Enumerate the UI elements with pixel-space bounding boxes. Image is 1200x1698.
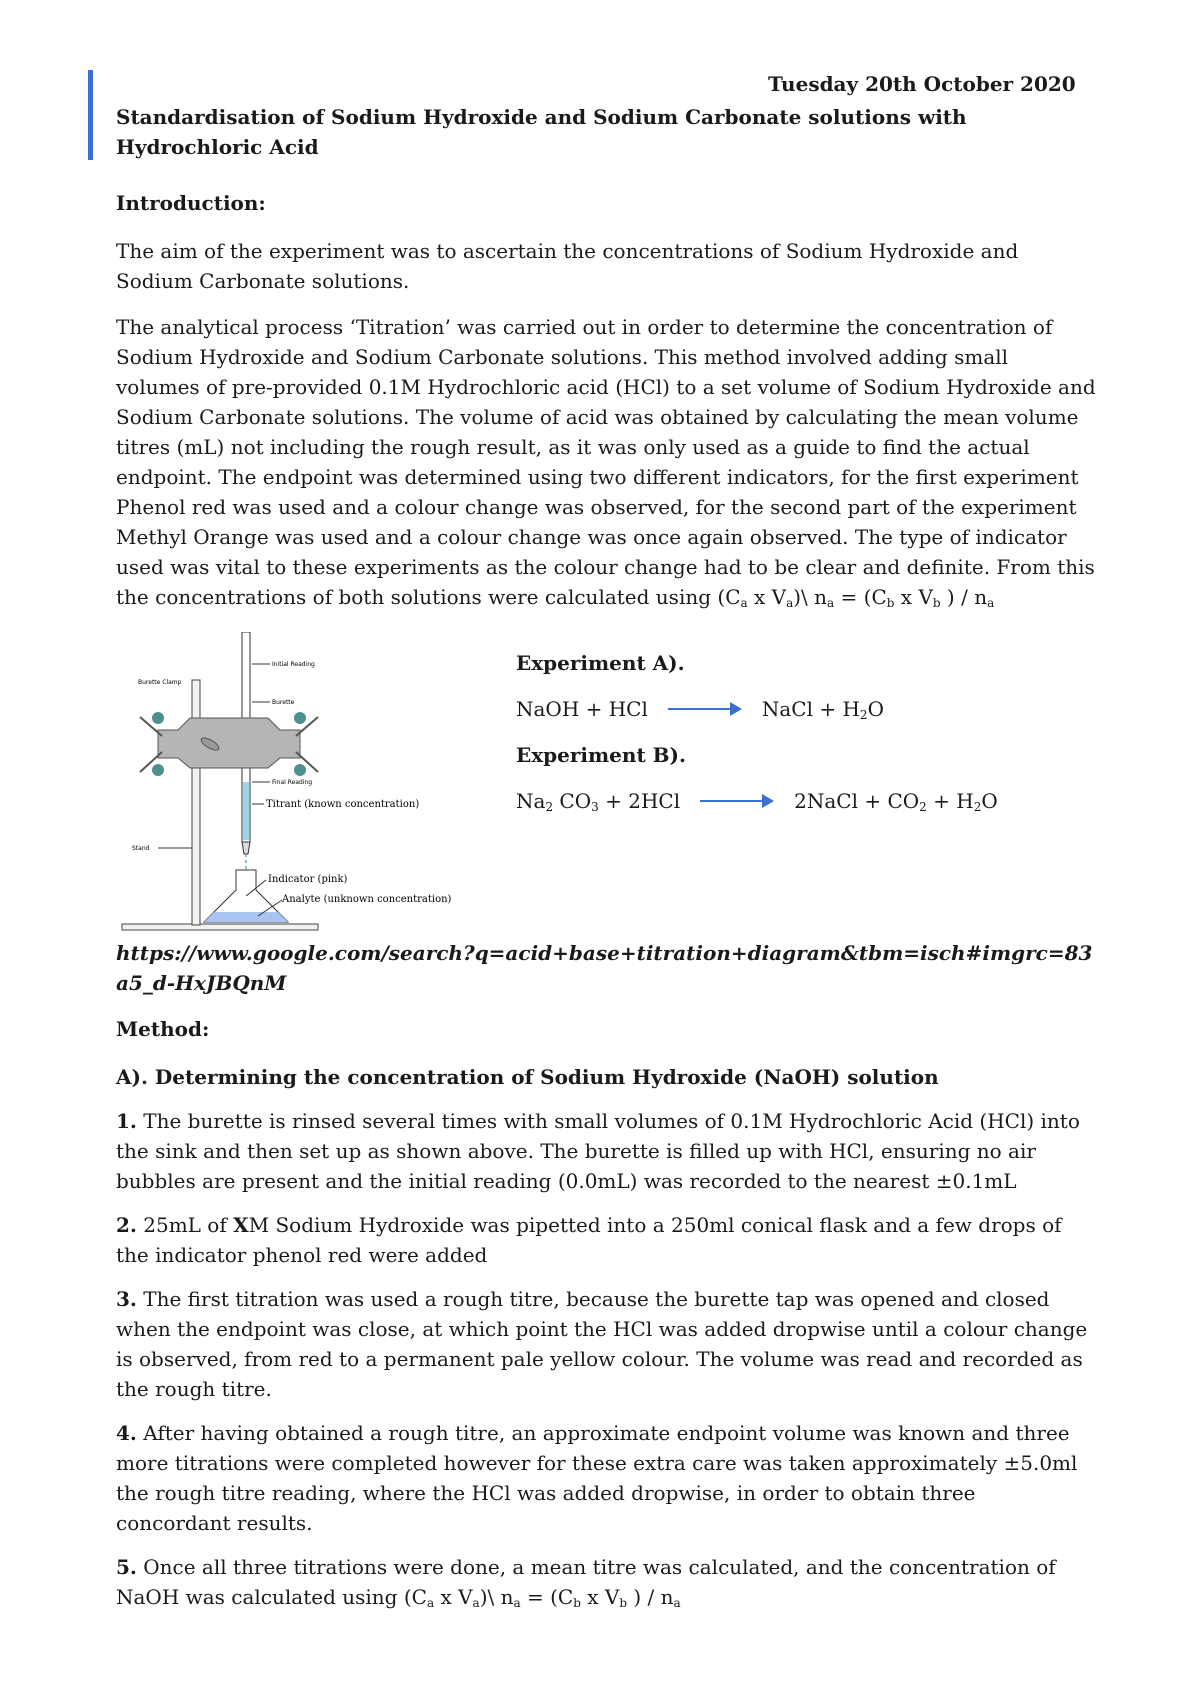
formula-part: x V [434, 1585, 473, 1609]
formula-part: x V [580, 1585, 620, 1609]
intro-paragraph-2 [116, 312, 1096, 612]
formula-sub: b [886, 596, 895, 610]
method-step-5 [116, 1552, 1096, 1612]
equation-rhs [794, 786, 998, 816]
formula-sub: a [673, 1596, 681, 1610]
experiment-a-label: Experiment A). [516, 651, 685, 675]
label-burette-clamp: Burette Clamp [138, 679, 182, 686]
equation-sub: 2 [859, 708, 868, 722]
burette-tap [242, 842, 250, 854]
formula-part: ) / n [627, 1585, 674, 1609]
step-number: 2. [116, 1213, 137, 1237]
equation-part: + H [926, 789, 974, 813]
equation-part: 2NaCl + CO [794, 789, 920, 813]
intro-paragraph-1-text: The aim of the experiment was to ascertain the concentrations of Sodium Hydroxide and Sodium Carbonate solutions. [116, 239, 1019, 293]
titration-diagram [118, 632, 488, 932]
source-link[interactable]: https://www.google.com/search?q=acid+base+titration+diagram&tbm=isch#imgrc=83a5_d-HxJBQnM [116, 941, 1093, 995]
formula-part: )\ n [793, 585, 828, 609]
intro-paragraph-2-body: The analytical process ‘Titration’ was carried out in order to determine the concentration of Sodium Hydroxide and Sodium Carbonate solutions. This method involved adding small volumes of pre-provided 0.1M Hydrochloric acid (HCl) to a set volume of Sodium Hydroxide and Sodium Carbonate solutions. The volume of acid was obtained by calculating the mean volume titres (mL) not including the rough result, as it was only used as a guide to find the actual endpoint. The endpoint was determined using two different indicators, for the first experiment Phenol red was used and a colour change was observed, for the second part of the experiment Methyl Orange was used and a colour change was once again observed. The type of indicator used was vital to these experiments as the colour change had to be clear and definite. From this the concentrations of both solutions were calculated using [116, 315, 1096, 609]
date: Tuesday 20th October 2020 [768, 72, 1076, 96]
clamp-knob [152, 712, 164, 724]
formula-part: (C [403, 1585, 427, 1609]
experiment-b-label: Experiment B). [516, 743, 686, 767]
page-title: Standardisation of Sodium Hydroxide and Sodium Carbonate solutions with Hydrochloric Acid [116, 105, 967, 159]
formula-part: x V [747, 585, 787, 609]
intro-paragraph-2-text [116, 312, 1096, 612]
equation-part: CO [553, 789, 592, 813]
equation-part: Na [516, 789, 546, 813]
label-burette: Burette [272, 699, 295, 706]
equation-rhs [762, 694, 884, 724]
formula-sub: a [987, 596, 995, 610]
formula-sub: a [740, 596, 748, 610]
step-text: Once all three titrations were done, a mean titre was calculated, and the concentration of NaOH was calculated using [116, 1555, 1056, 1609]
stand-base [122, 924, 318, 930]
label-indicator: Indicator (pink) [268, 874, 348, 885]
formula-sub: a [472, 1596, 480, 1610]
reaction-arrow-icon [668, 708, 740, 710]
equation-lhs: NaOH + HCl [516, 697, 648, 721]
intro-paragraph-1 [116, 236, 1096, 296]
equation-part: O [867, 697, 884, 721]
formula-sub: b [932, 596, 941, 610]
equation-part: NaCl + H [761, 697, 860, 721]
step-number: 5. [116, 1555, 137, 1579]
label-titrant: Titrant (known concentration) [266, 799, 420, 810]
label-initial-reading: Initial Reading [272, 661, 315, 668]
equation-sub: 3 [591, 800, 599, 814]
margin-bar [88, 70, 93, 160]
method-step-4 [116, 1418, 1096, 1538]
formula-part: ) / n [940, 585, 988, 609]
label-stand: Stand [132, 845, 150, 852]
formula-part: = (C [834, 585, 887, 609]
method-heading: Method: [116, 1017, 210, 1041]
equation-sub: 2 [545, 800, 554, 814]
formula-sub: a [827, 596, 835, 610]
titrant-liquid [243, 782, 249, 840]
step-text: The first titration was used a rough titre, because the burette tap was opened and closed when the endpoint was close, at which point the HCl was added dropwise until a colour change is observed, from red to a permanent pale yellow colour. The volume was read and recorded as the rough titre. [116, 1287, 1088, 1401]
formula-sub: b [619, 1596, 628, 1610]
reaction-equations [516, 640, 1076, 824]
equation-sub: 2 [919, 800, 927, 814]
clamp-knob [152, 764, 164, 776]
step-text: 25mL of [136, 1213, 234, 1237]
formula-sub: b [573, 1596, 581, 1610]
experiment-a-equation [516, 686, 1076, 732]
introduction-heading: Introduction: [116, 191, 266, 215]
method-section-a [116, 1062, 1096, 1626]
step-number: 3. [116, 1287, 137, 1311]
formula-part: = (C [520, 1585, 574, 1609]
analyte-liquid [204, 912, 288, 922]
step-text: The burette is rinsed several times with small volumes of 0.1M Hydrochloric Acid (HCl) into the sink and then set up as shown above. The burette is filled up with HCl, ensuring no air bubbles are present and the initial reading (0.0mL) was recorded to the nearest ±0.1mL [116, 1109, 1080, 1193]
formula-sub: a [786, 596, 794, 610]
formula-sub: a [513, 1596, 521, 1610]
formula-part: x V [894, 585, 933, 609]
step-text: After having obtained a rough titre, an approximate endpoint volume was known and three more titrations were completed however for these extra care was taken approximately ±5.0ml the rough titre reading, where the HCl was added dropwise, in order to obtain three concordant results. [116, 1421, 1078, 1535]
step-number: 1. [116, 1109, 137, 1133]
method-subheading: A). Determining the concentration of Sodium Hydroxide (NaOH) solution [116, 1065, 939, 1089]
step-number: 4. [116, 1421, 137, 1445]
stand-rod [192, 680, 200, 925]
formula-part: )\ n [479, 1585, 514, 1609]
equation-lhs [516, 786, 680, 816]
reaction-arrow-icon [700, 800, 772, 802]
experiment-b-equation [516, 778, 1076, 824]
formula-inline [717, 585, 994, 609]
clamp-knob [294, 764, 306, 776]
formula-inline [404, 1585, 681, 1609]
equation-sub: 2 [973, 800, 982, 814]
equation-part: O [981, 789, 998, 813]
method-step-1 [116, 1106, 1096, 1196]
step-emphasis: X [233, 1213, 249, 1237]
formula-part: (C [717, 585, 741, 609]
method-step-3 [116, 1284, 1096, 1404]
equation-part: + 2HCl [598, 789, 681, 813]
clamp-knob [294, 712, 306, 724]
formula-sub: a [426, 1596, 435, 1610]
step-text: M Sodium Hydroxide was pipetted into a 250ml conical flask and a few drops of the indicator phenol red were added [116, 1213, 1062, 1267]
label-final-reading: Final Reading [272, 779, 313, 786]
burette-clamp [158, 718, 300, 768]
label-analyte: Analyte (unknown concentration) [282, 894, 452, 905]
method-step-2 [116, 1210, 1096, 1270]
